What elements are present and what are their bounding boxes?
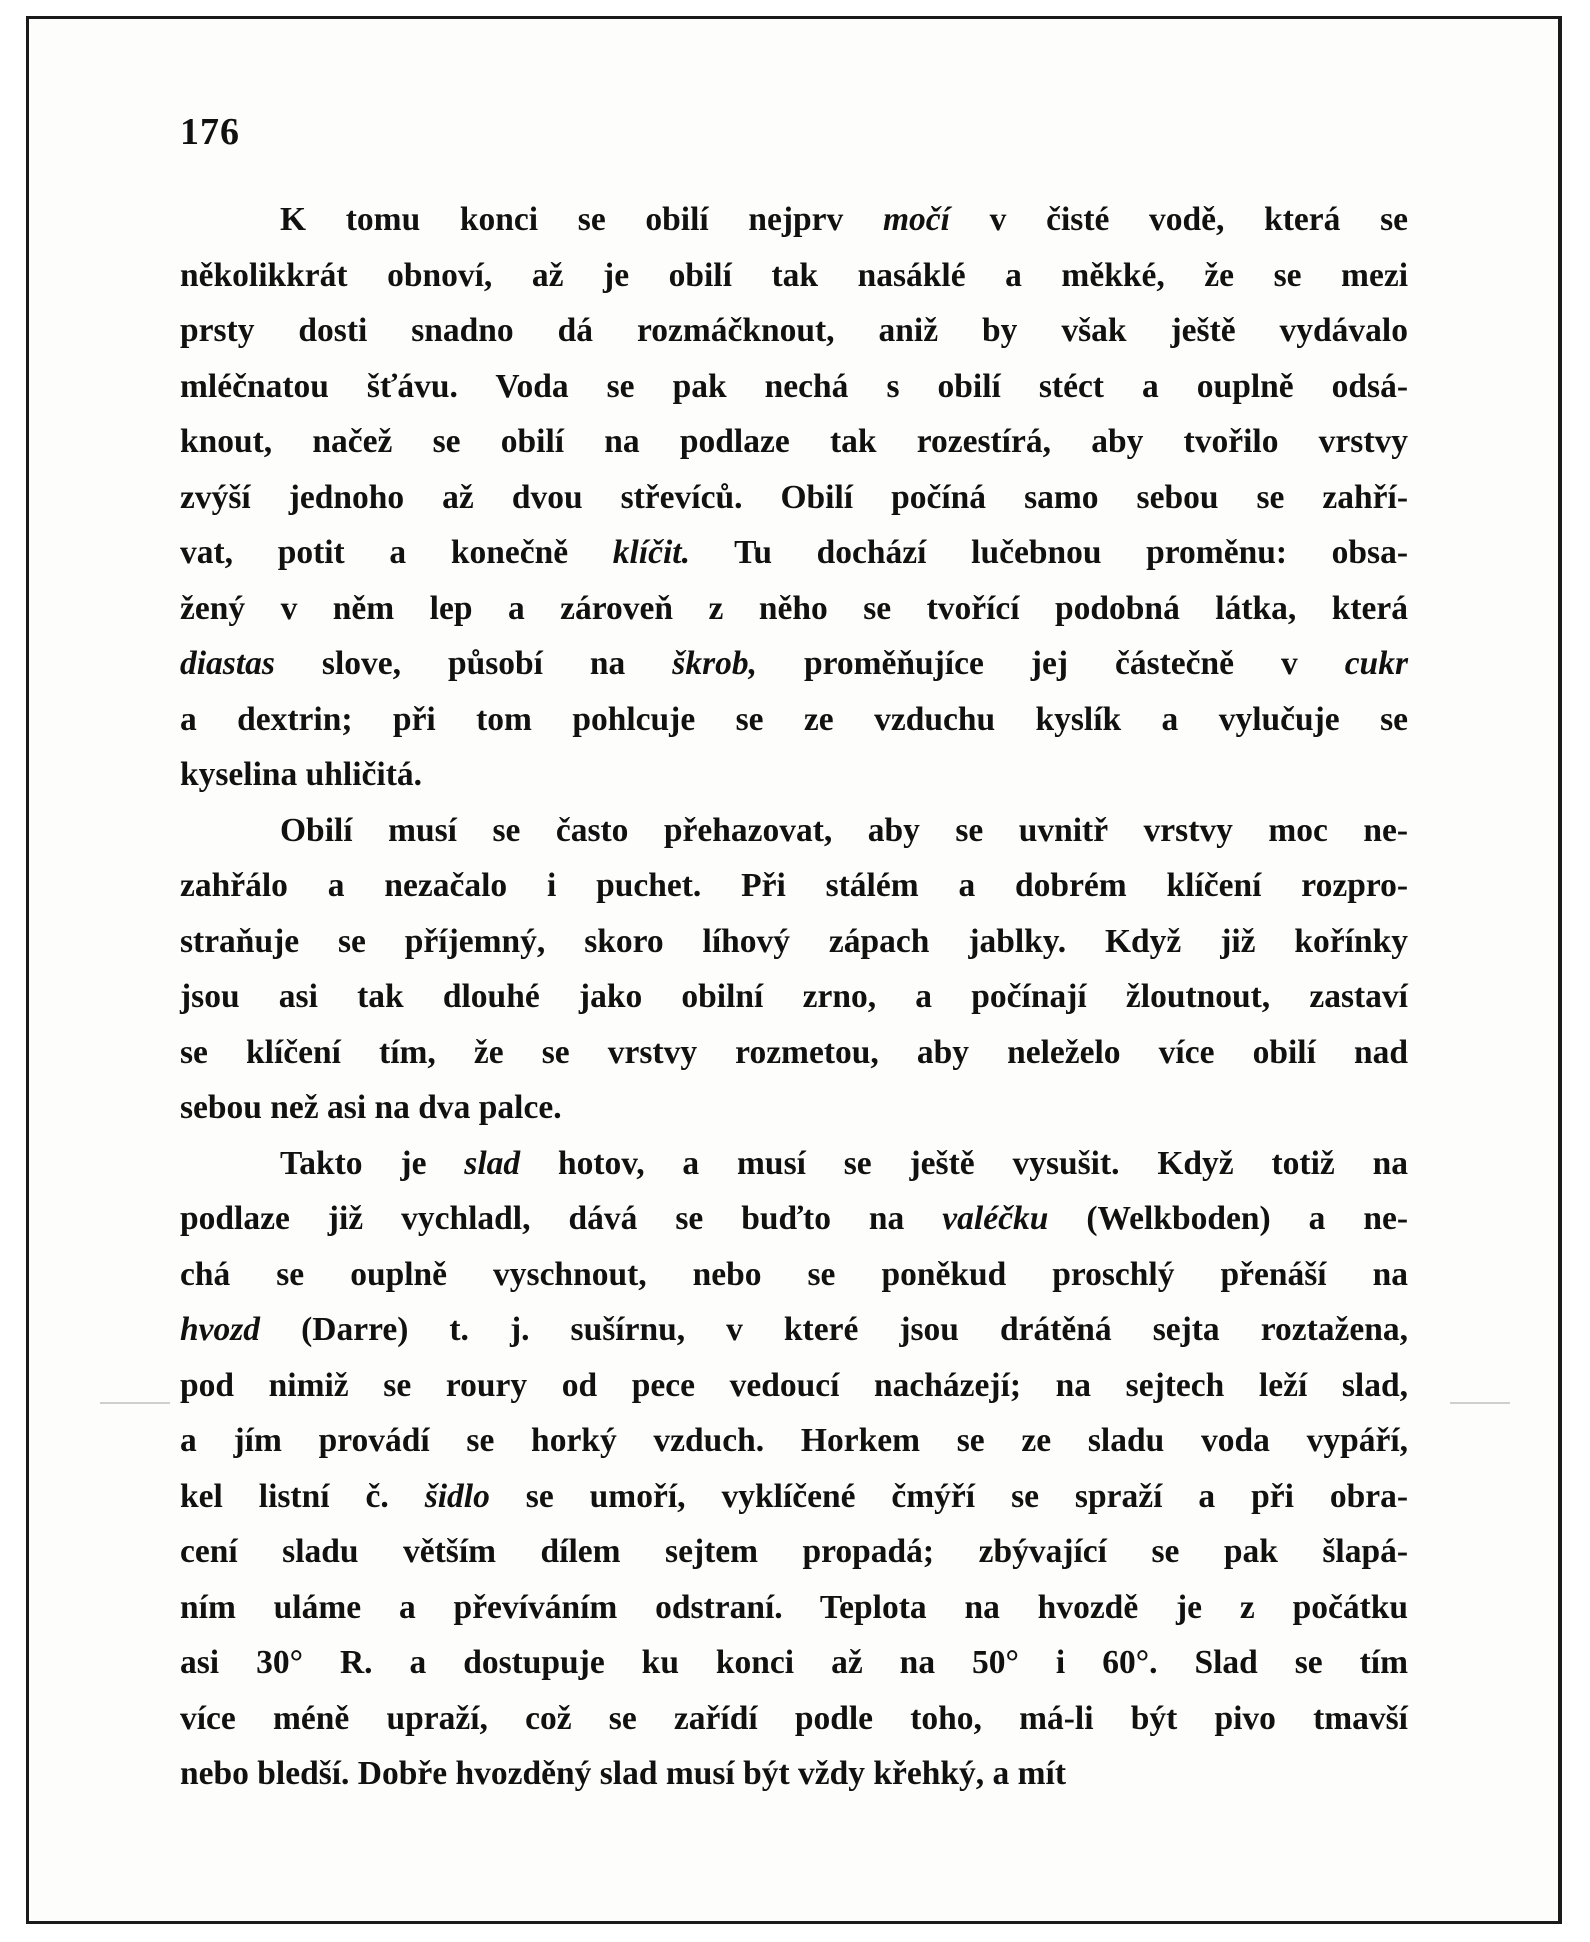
text-segment: několikkrát obnoví, až je obilí tak nasáklé a měkké, že se mezi bbox=[180, 256, 1408, 294]
text-segment: Tu dochází lučebnou proměnu: obsa- bbox=[690, 534, 1408, 571]
text-line bbox=[180, 470, 1408, 526]
text-segment: kel listní č. bbox=[180, 1477, 425, 1515]
text-line bbox=[180, 525, 1408, 581]
text-line bbox=[180, 1635, 1408, 1691]
text-segment: kyselina uhličitá. bbox=[180, 756, 422, 793]
text-segment: se klíčení tím, že se vrstvy rozmetou, aby neleželo více obilí nad bbox=[180, 1033, 1408, 1071]
text-line bbox=[180, 803, 1408, 859]
text-segment: zahřálo a nezačalo i puchet. Při stálém a dobrém klíčení rozpro- bbox=[180, 867, 1408, 904]
text-segment: knout, načež se obilí na podlaze tak rozestírá, aby tvořilo vrstvy bbox=[180, 423, 1408, 460]
paragraph bbox=[180, 1136, 1408, 1802]
text-segment: K tomu konci se obilí nejprv bbox=[280, 201, 883, 238]
italic-term: močí bbox=[882, 201, 950, 238]
text-segment: hotov, a musí se ještě vysušit. Když totiž na bbox=[520, 1144, 1408, 1182]
text-line bbox=[180, 914, 1408, 970]
text-line bbox=[180, 1469, 1408, 1525]
text-segment: a dextrin; při tom pohlcuje se ze vzduchu kyslík a vylučuje se bbox=[180, 700, 1408, 738]
text-line bbox=[180, 192, 1408, 248]
text-line bbox=[180, 303, 1408, 359]
text-line bbox=[180, 1746, 1408, 1802]
text-segment: Takto je bbox=[280, 1144, 465, 1182]
scan-mark bbox=[100, 1402, 170, 1404]
italic-term: škrob, bbox=[672, 645, 757, 682]
text-segment: zvýší jednoho až dvou střevíců. Obilí počíná samo sebou se zahří- bbox=[180, 478, 1408, 516]
text-line bbox=[180, 1580, 1408, 1636]
italic-term: valéčku bbox=[942, 1200, 1049, 1237]
text-line bbox=[180, 248, 1408, 304]
italic-term: diastas bbox=[180, 645, 275, 682]
text-line bbox=[180, 1413, 1408, 1469]
text-line bbox=[180, 636, 1408, 692]
text-segment: se umoří, vyklíčené čmýří se spraží a při obra- bbox=[489, 1477, 1408, 1515]
text-segment: cení sladu větším dílem sejtem propadá; zbývající se pak šlapá- bbox=[180, 1533, 1408, 1570]
text-segment: chá se ouplně vyschnout, nebo se poněkud proschlý přenáší na bbox=[180, 1255, 1408, 1293]
italic-term: klíčit. bbox=[612, 534, 690, 571]
italic-term: cukr bbox=[1344, 645, 1408, 682]
text-line bbox=[180, 747, 1408, 803]
scan-mark bbox=[1450, 1402, 1510, 1404]
text-segment: ním uláme a převíváním odstraní. Teplota na hvozdě je z počátku bbox=[180, 1588, 1408, 1626]
text-line bbox=[180, 581, 1408, 637]
text-line bbox=[180, 1358, 1408, 1414]
page-number: 176 bbox=[180, 111, 240, 153]
paragraph bbox=[180, 192, 1408, 803]
text-segment: nebo bledší. Dobře hvozděný slad musí být vždy křehký, a mít bbox=[180, 1755, 1066, 1792]
text-line bbox=[180, 1025, 1408, 1081]
text-line bbox=[180, 359, 1408, 415]
text-line bbox=[180, 1691, 1408, 1747]
text-segment: více méně upraží, což se zařídí podle toho, má-li být pivo tmavší bbox=[180, 1699, 1408, 1737]
text-line bbox=[180, 1247, 1408, 1303]
text-line bbox=[180, 1191, 1408, 1247]
text-segment: v čisté vodě, která se bbox=[949, 201, 1408, 238]
text-segment: asi 30° R. a dostupuje ku konci až na 50° i 60°. Slad se tím bbox=[180, 1644, 1408, 1681]
text-line bbox=[180, 692, 1408, 748]
text-line bbox=[180, 969, 1408, 1025]
text-segment: jsou asi tak dlouhé jako obilní zrno, a počínají žloutnout, zastaví bbox=[180, 978, 1408, 1015]
text-line bbox=[180, 858, 1408, 914]
italic-term: hvozd bbox=[180, 1311, 261, 1348]
text-segment: žený v něm lep a zároveň z něho se tvořící podobná látka, která bbox=[180, 589, 1408, 627]
paragraph bbox=[180, 803, 1408, 1136]
text-line bbox=[180, 1080, 1408, 1136]
text-segment: mléčnatou šťávu. Voda se pak nechá s obilí stéct a ouplně odsá- bbox=[180, 367, 1408, 405]
text-segment: podlaze již vychladl, dává se buďto na bbox=[180, 1200, 943, 1237]
text-segment: (Welkboden) a ne- bbox=[1048, 1200, 1408, 1237]
text-segment: Obilí musí se často přehazovat, aby se uvnitř vrstvy moc ne- bbox=[280, 811, 1408, 849]
text-segment: vat, potit a konečně bbox=[180, 534, 613, 571]
text-line bbox=[180, 1524, 1408, 1580]
body-text bbox=[180, 192, 1408, 1802]
text-line bbox=[180, 414, 1408, 470]
text-segment: (Darre) t. j. sušírnu, v které jsou drátěná sejta roztažena, bbox=[260, 1311, 1408, 1348]
text-segment: slove, působí na bbox=[274, 645, 673, 682]
text-segment: proměňujíce jej částečně v bbox=[756, 645, 1345, 682]
text-segment: a jím provádí se horký vzduch. Horkem se ze sladu voda vypáří, bbox=[180, 1422, 1408, 1459]
text-segment: prsty dosti snadno dá rozmáčknout, aniž by však ještě vydávalo bbox=[180, 312, 1408, 349]
italic-term: slad bbox=[464, 1144, 521, 1182]
text-segment: sebou než asi na dva palce. bbox=[180, 1089, 562, 1126]
text-line bbox=[180, 1136, 1408, 1192]
italic-term: šidlo bbox=[424, 1477, 490, 1515]
text-segment: pod nimiž se roury od pece vedoucí nacházejí; na sejtech leží slad, bbox=[180, 1366, 1408, 1404]
text-segment: straňuje se příjemný, skoro líhový zápach jablky. Když již kořínky bbox=[180, 922, 1408, 960]
text-line bbox=[180, 1302, 1408, 1358]
